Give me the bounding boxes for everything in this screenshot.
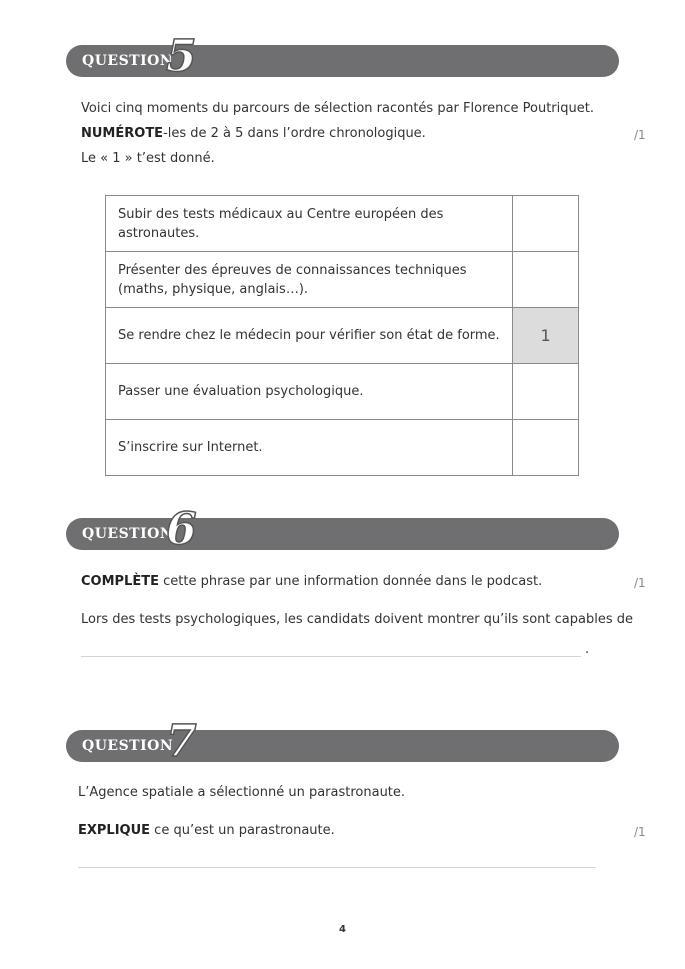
- table-row: [106, 364, 579, 420]
- answer-cell[interactable]: [513, 420, 579, 476]
- question-5-intro: Voici cinq moments du parcours de sélection racontés par Florence Poutriquet.: [81, 101, 594, 116]
- question-7-label: QUESTION: [82, 738, 174, 754]
- question-6-number: 6: [166, 504, 197, 555]
- instruction-verb: NUMÉROTE: [81, 126, 164, 141]
- table-row: [106, 420, 579, 476]
- action-cell: Se rendre chez le médecin pour vérifier son état de forme.: [106, 308, 513, 364]
- question-5-score: /1: [634, 128, 646, 142]
- question-6-label: QUESTION: [82, 526, 174, 542]
- instruction-text: cette phrase par une information donnée dans le podcast.: [158, 574, 543, 589]
- page-number: 4: [339, 924, 346, 935]
- table-row: [106, 252, 579, 308]
- answer-line[interactable]: [78, 867, 596, 868]
- instruction-verb: COMPLÈTE: [81, 574, 159, 589]
- answer-line[interactable]: [81, 656, 581, 657]
- table-row: [106, 196, 579, 252]
- action-cell: S’inscrire sur Internet.: [106, 420, 513, 476]
- answer-cell[interactable]: [513, 364, 579, 420]
- chronology-table: [105, 195, 579, 476]
- question-6-header: [66, 504, 619, 555]
- question-6-sentence: Lors des tests psychologiques, les candidats doivent montrer qu’ils sont capables de: [81, 612, 633, 627]
- question-7-instruction: [78, 823, 335, 838]
- instruction-text: -les de 2 à 5 dans l’ordre chronologique.: [163, 126, 426, 141]
- instruction-text: ce qu’est un parastronaute.: [150, 823, 335, 838]
- sentence-end-period: .: [585, 642, 590, 657]
- question-6-instruction: [81, 574, 542, 589]
- action-cell: Passer une évaluation psychologique.: [106, 364, 513, 420]
- question-5-instruction: [81, 126, 426, 141]
- instruction-verb: EXPLIQUE: [78, 823, 151, 838]
- action-cell: Subir des tests médicaux au Centre européen des astronautes.: [106, 196, 513, 252]
- action-cell: Présenter des épreuves de connaissances techniques (maths, physique, anglais…).: [106, 252, 513, 308]
- question-7-context: L’Agence spatiale a sélectionné un parastronaute.: [78, 785, 406, 800]
- question-5-label: QUESTION: [82, 53, 174, 69]
- question-7-header: [66, 716, 619, 767]
- question-5-number: 5: [166, 31, 197, 82]
- question-7-score: /1: [634, 825, 646, 839]
- question-6-score: /1: [634, 576, 646, 590]
- question-5-header: [66, 31, 619, 82]
- question-7-number: 7: [166, 716, 197, 767]
- question-5-hint: Le « 1 » t’est donné.: [81, 151, 215, 166]
- answer-cell-given: 1: [513, 308, 579, 364]
- answer-cell[interactable]: [513, 252, 579, 308]
- answer-cell[interactable]: [513, 196, 579, 252]
- table-row: [106, 308, 579, 364]
